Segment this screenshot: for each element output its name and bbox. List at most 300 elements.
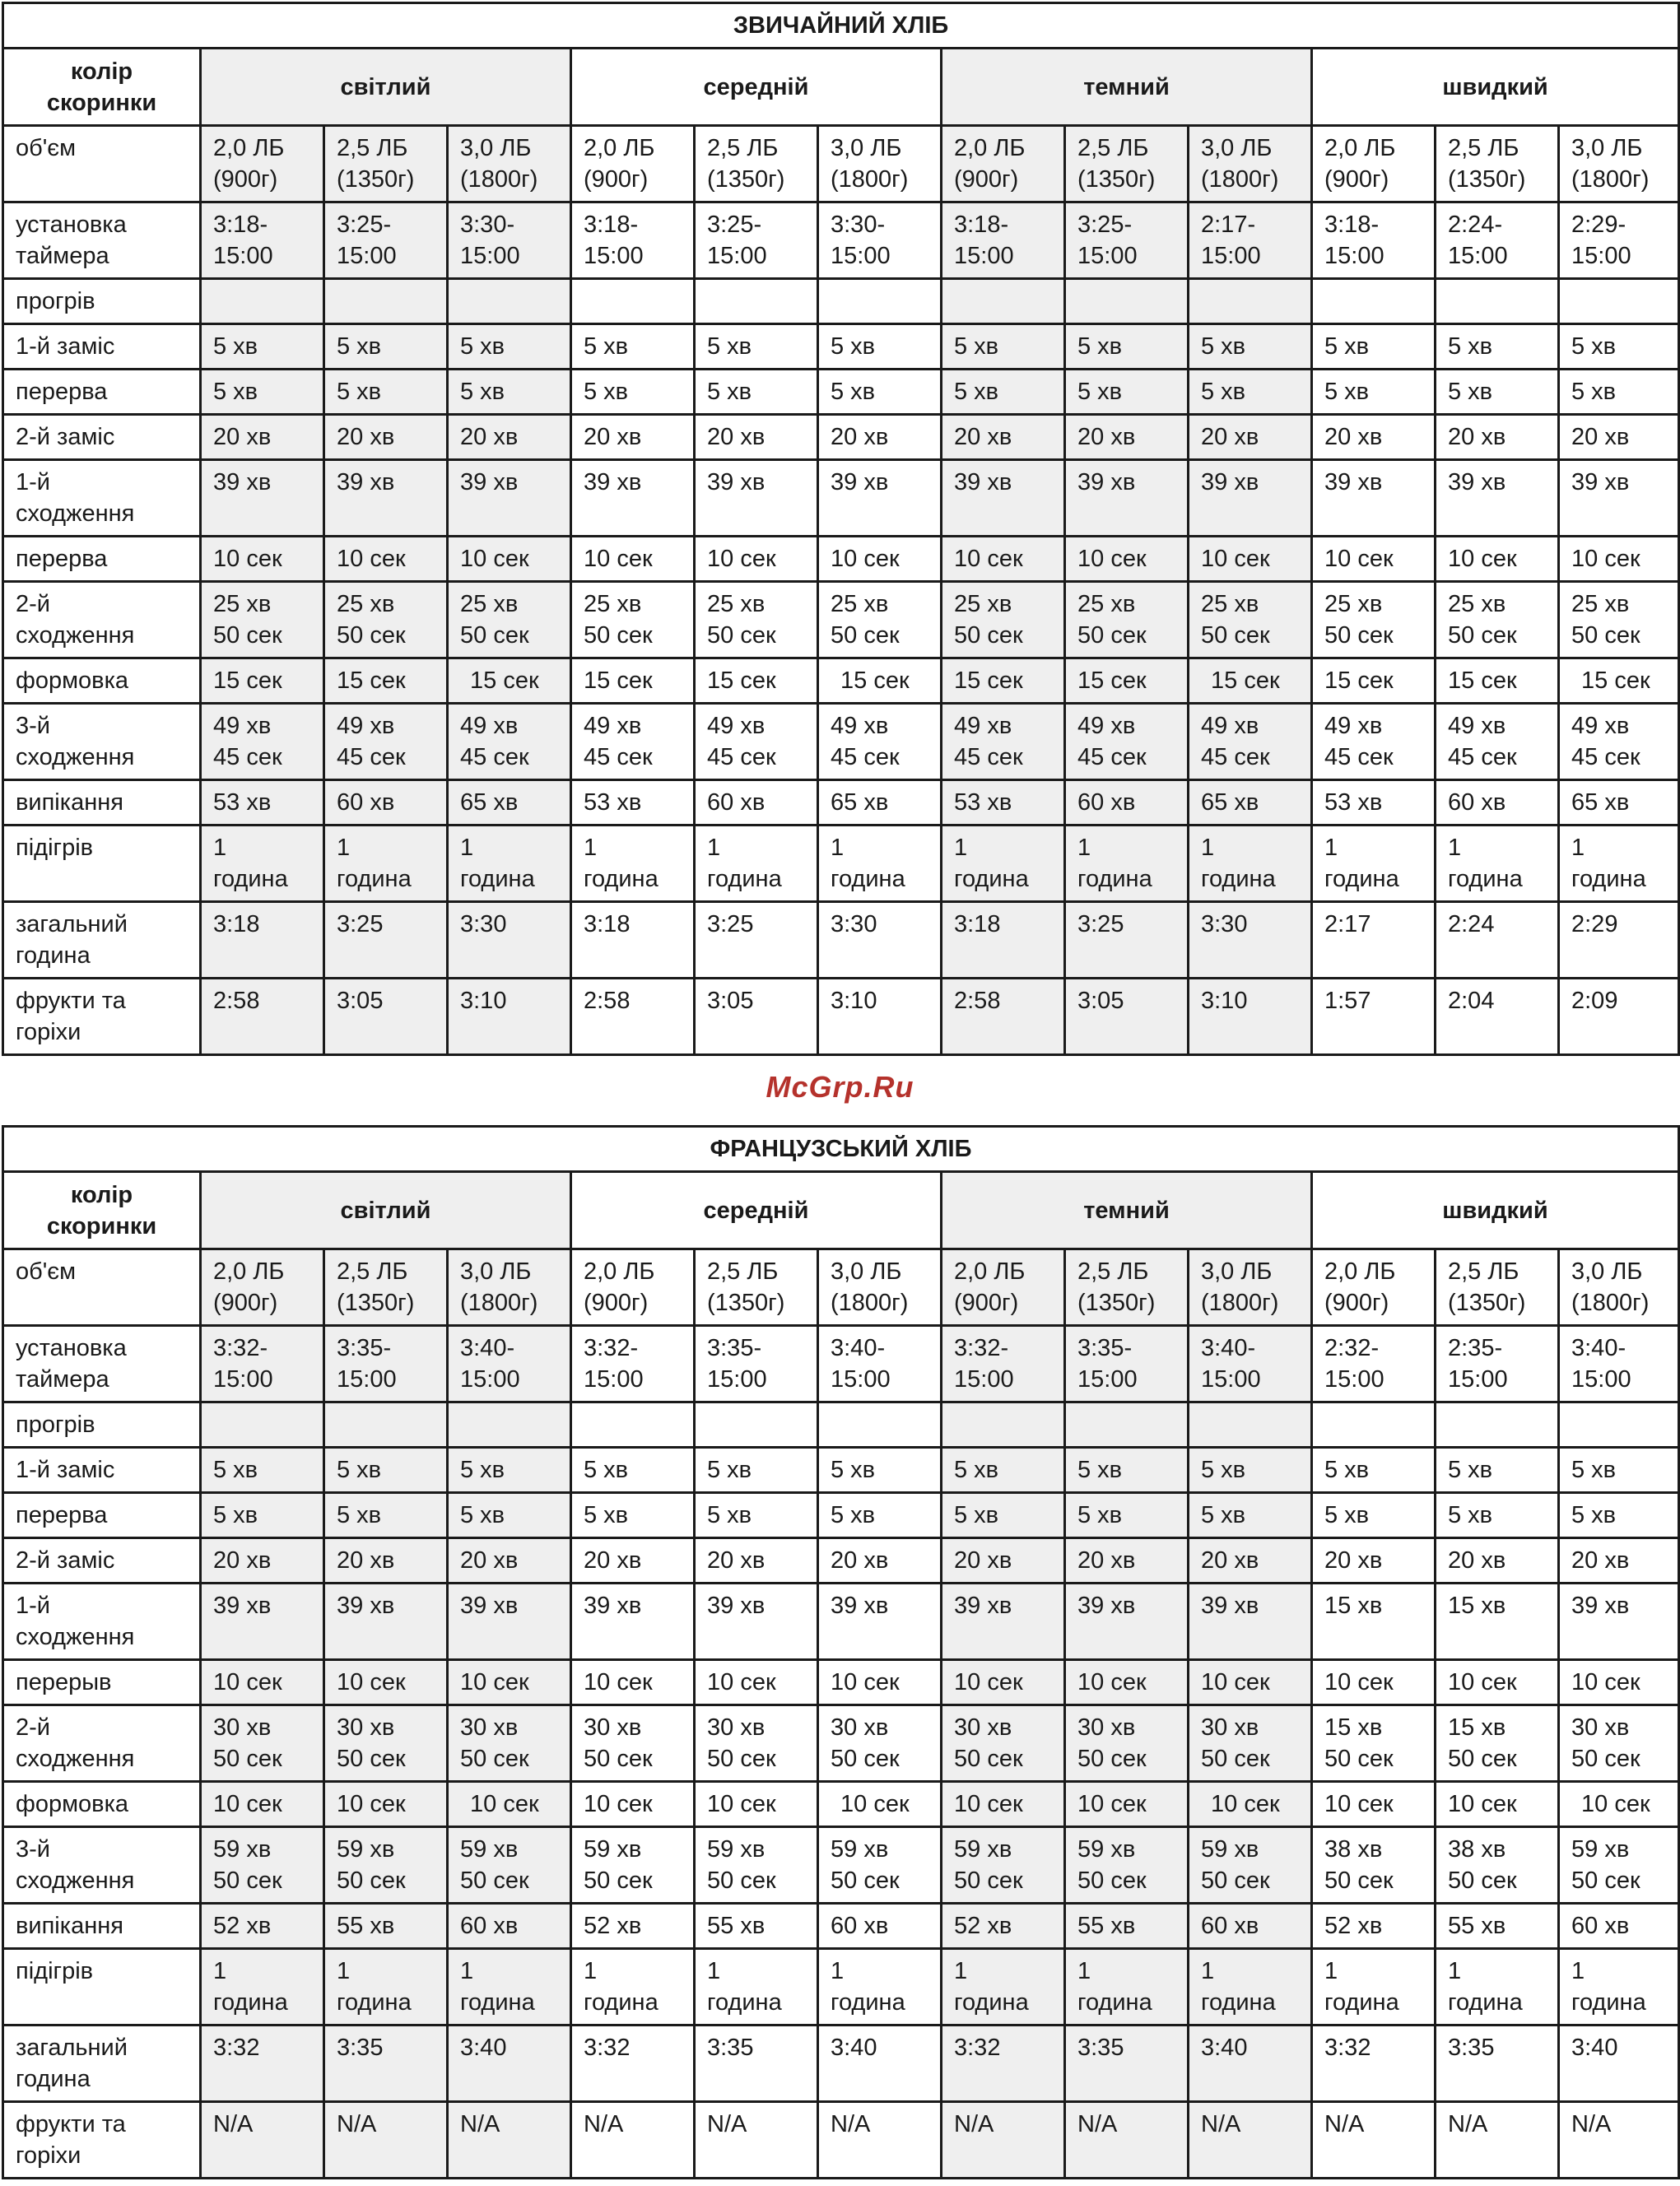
table-cell xyxy=(1189,279,1312,324)
table-cell: 3:18- 15:00 xyxy=(1312,202,1436,279)
table-cell: N/A xyxy=(1312,2102,1436,2179)
table-cell: 3:35- 15:00 xyxy=(695,1326,818,1402)
table-cell: 65 хв xyxy=(1559,780,1679,826)
table-cell: 1 година xyxy=(1436,826,1559,902)
table-cell: 3:32 xyxy=(571,2026,695,2102)
row-label: фрукти та горіхи xyxy=(3,979,201,1055)
table-cell: 10 сек xyxy=(571,1782,695,1827)
table-cell: 10 сек xyxy=(1065,1782,1189,1827)
row-label: об'єм xyxy=(3,126,201,202)
table-cell: 65 хв xyxy=(1189,780,1312,826)
table-cell: 1 година xyxy=(324,826,448,902)
table-cell xyxy=(818,1402,942,1448)
table-row xyxy=(3,370,1679,415)
table-cell: 10 сек xyxy=(1559,1660,1679,1705)
table-cell: N/A xyxy=(448,2102,571,2179)
table-cell: 20 хв xyxy=(201,415,324,460)
row-label: загальний година xyxy=(3,902,201,979)
table-cell: 5 хв xyxy=(1312,1493,1436,1538)
table-cell: 3,0 ЛБ (1800г) xyxy=(818,126,942,202)
row-label: установка таймера xyxy=(3,202,201,279)
table-cell: 52 хв xyxy=(1312,1904,1436,1949)
table-cell: N/A xyxy=(1189,2102,1312,2179)
mode-light: світлий xyxy=(201,49,571,126)
row-label: установка таймера xyxy=(3,1326,201,1402)
table-cell: 52 хв xyxy=(942,1904,1065,1949)
table-cell: 10 сек xyxy=(1065,1660,1189,1705)
table-cell: 2,0 ЛБ (900г) xyxy=(201,1249,324,1326)
table-cell: 3:25- 15:00 xyxy=(1065,202,1189,279)
table-cell: 5 хв xyxy=(942,324,1065,370)
table-cell: 5 хв xyxy=(324,1493,448,1538)
table-cell: 2,5 ЛБ (1350г) xyxy=(324,1249,448,1326)
table-row xyxy=(3,1493,1679,1538)
table-cell: 3:25 xyxy=(324,902,448,979)
table-cell: 3:40- 15:00 xyxy=(1559,1326,1679,1402)
table-cell: 39 хв xyxy=(1436,460,1559,537)
table-cell: 1 година xyxy=(818,1949,942,2026)
table-cell: 2,5 ЛБ (1350г) xyxy=(1436,1249,1559,1326)
table-cell: 5 хв xyxy=(1436,370,1559,415)
table-cell: 20 хв xyxy=(324,1538,448,1584)
table-cell: 1 година xyxy=(1189,826,1312,902)
table-cell: 15 сек xyxy=(1312,658,1436,704)
table-cell: 5 хв xyxy=(1559,324,1679,370)
table-row xyxy=(3,1904,1679,1949)
table-cell: 5 хв xyxy=(1559,370,1679,415)
table-row xyxy=(3,1782,1679,1827)
table-cell: 1:57 xyxy=(1312,979,1436,1055)
row-label: формовка xyxy=(3,658,201,704)
table-cell: 10 сек xyxy=(1189,537,1312,582)
table-cell: 5 хв xyxy=(695,1493,818,1538)
table-cell: 15 хв xyxy=(1312,1584,1436,1660)
table-cell: 20 хв xyxy=(1065,1538,1189,1584)
table-title: ЗВИЧАЙНИЙ ХЛІБ xyxy=(3,3,1679,49)
table-cell xyxy=(324,1402,448,1448)
table-cell: 1 година xyxy=(448,1949,571,2026)
table-cell: N/A xyxy=(571,2102,695,2179)
table-row xyxy=(3,658,1679,704)
table-cell: 3:35- 15:00 xyxy=(1065,1326,1189,1402)
table-cell: 10 сек xyxy=(818,1782,942,1827)
table-cell: 25 хв 50 сек xyxy=(324,582,448,658)
table-cell: 3:18- 15:00 xyxy=(571,202,695,279)
table-row xyxy=(3,1448,1679,1493)
table-cell: 49 хв 45 сек xyxy=(695,704,818,780)
table-cell: 10 сек xyxy=(1312,1782,1436,1827)
table-cell xyxy=(1559,1402,1679,1448)
table-cell: 2,0 ЛБ (900г) xyxy=(571,126,695,202)
table-cell: 39 хв xyxy=(1189,1584,1312,1660)
table-cell: 49 хв 45 сек xyxy=(1189,704,1312,780)
table-cell: 2,5 ЛБ (1350г) xyxy=(695,1249,818,1326)
table-cell: 10 сек xyxy=(324,1660,448,1705)
crust-color-label xyxy=(3,49,201,126)
table-cell: 3:30 xyxy=(448,902,571,979)
row-label: випікання xyxy=(3,1904,201,1949)
table-cell: 3:40 xyxy=(1189,2026,1312,2102)
table-cell: 39 хв xyxy=(942,1584,1065,1660)
table-cell: 20 хв xyxy=(571,415,695,460)
table-row xyxy=(3,460,1679,537)
row-label: випікання xyxy=(3,780,201,826)
table-cell: N/A xyxy=(1559,2102,1679,2179)
table-cell: 39 хв xyxy=(695,460,818,537)
table-cell: 1 година xyxy=(818,826,942,902)
table-cell: 1 година xyxy=(201,826,324,902)
table-cell: 5 хв xyxy=(942,1448,1065,1493)
table-cell: N/A xyxy=(201,2102,324,2179)
table-cell: 25 хв 50 сек xyxy=(1436,582,1559,658)
table-cell: 5 хв xyxy=(201,1493,324,1538)
table-cell: 3:40 xyxy=(448,2026,571,2102)
table-cell: 55 хв xyxy=(1065,1904,1189,1949)
table-cell: 3:10 xyxy=(448,979,571,1055)
table-cell: 2:35- 15:00 xyxy=(1436,1326,1559,1402)
table-cell: 39 хв xyxy=(1065,460,1189,537)
table-cell: 2:29 xyxy=(1559,902,1679,979)
table-cell: 3:25 xyxy=(1065,902,1189,979)
table-cell: 5 хв xyxy=(1436,324,1559,370)
table-row xyxy=(3,1402,1679,1448)
table-cell: 20 хв xyxy=(448,1538,571,1584)
table-cell: 30 хв 50 сек xyxy=(818,1705,942,1782)
row-label: 2-й сходження xyxy=(3,582,201,658)
table-cell: 10 сек xyxy=(695,1660,818,1705)
watermark: McGrp.Ru xyxy=(766,1070,914,1104)
table-cell: 15 сек xyxy=(324,658,448,704)
table-cell: 2:32- 15:00 xyxy=(1312,1326,1436,1402)
table-cell: 49 хв 45 сек xyxy=(324,704,448,780)
table-cell: 10 сек xyxy=(818,537,942,582)
table-cell: 5 хв xyxy=(324,324,448,370)
table-row xyxy=(3,2102,1679,2179)
table-cell: 2,0 ЛБ (900г) xyxy=(571,1249,695,1326)
table-cell: 65 хв xyxy=(818,780,942,826)
table-row xyxy=(3,1949,1679,2026)
table-cell: 2:29- 15:00 xyxy=(1559,202,1679,279)
table-cell: 15 сек xyxy=(695,658,818,704)
table-cell: 2,5 ЛБ (1350г) xyxy=(1065,1249,1189,1326)
table-cell xyxy=(942,1402,1065,1448)
table-cell: 20 хв xyxy=(1559,415,1679,460)
table-cell: 3:18 xyxy=(201,902,324,979)
row-label: об'єм xyxy=(3,1249,201,1326)
table-cell: 5 хв xyxy=(942,370,1065,415)
table-cell: 30 хв 50 сек xyxy=(201,1705,324,1782)
table-title: ФРАНЦУЗСЬКИЙ ХЛІБ xyxy=(3,1127,1679,1172)
table-cell: 2,0 ЛБ (900г) xyxy=(201,126,324,202)
table-cell: 3:35 xyxy=(324,2026,448,2102)
table-cell: 53 хв xyxy=(942,780,1065,826)
table-cell: 65 хв xyxy=(448,780,571,826)
table-cell: 20 хв xyxy=(1559,1538,1679,1584)
table-cell: 5 хв xyxy=(448,324,571,370)
table-cell xyxy=(324,279,448,324)
table-cell: 3:40- 15:00 xyxy=(448,1326,571,1402)
table-cell: 10 сек xyxy=(201,1782,324,1827)
table-cell: 3:10 xyxy=(1189,979,1312,1055)
table-cell: 39 хв xyxy=(324,460,448,537)
table-cell: 49 хв 45 сек xyxy=(1559,704,1679,780)
table-cell: 10 сек xyxy=(1559,1782,1679,1827)
table-cell: 5 хв xyxy=(571,370,695,415)
table-cell: 20 хв xyxy=(571,1538,695,1584)
table-cell: 3,0 ЛБ (1800г) xyxy=(1559,126,1679,202)
table-cell: 5 хв xyxy=(1065,324,1189,370)
row-label: формовка xyxy=(3,1782,201,1827)
table-cell: 20 хв xyxy=(1065,415,1189,460)
table-cell: 30 хв 50 сек xyxy=(1559,1705,1679,1782)
table-cell: 10 сек xyxy=(1189,1660,1312,1705)
table-cell: 52 хв xyxy=(201,1904,324,1949)
table-cell xyxy=(1312,1402,1436,1448)
table-cell xyxy=(201,279,324,324)
table-cell: 3:05 xyxy=(324,979,448,1055)
table-cell: 3:35 xyxy=(1065,2026,1189,2102)
table-cell: 2,0 ЛБ (900г) xyxy=(942,1249,1065,1326)
table-cell: 60 хв xyxy=(1065,780,1189,826)
table-cell: 59 хв 50 сек xyxy=(324,1827,448,1904)
table-cell: 5 хв xyxy=(695,370,818,415)
table-cell: 5 хв xyxy=(1189,370,1312,415)
table-cell: 1 година xyxy=(571,1949,695,2026)
table-cell: 5 хв xyxy=(1189,1448,1312,1493)
table-cell: 10 сек xyxy=(1436,1782,1559,1827)
table-cell: 15 сек xyxy=(818,658,942,704)
table-cell: 3,0 ЛБ (1800г) xyxy=(448,126,571,202)
table-cell: 3:05 xyxy=(1065,979,1189,1055)
table-cell: 5 хв xyxy=(695,1448,818,1493)
table-row xyxy=(3,1249,1679,1326)
table-cell: 59 хв 50 сек xyxy=(1559,1827,1679,1904)
table-row xyxy=(3,2026,1679,2102)
table-cell xyxy=(1065,279,1189,324)
table-cell: 15 хв xyxy=(1436,1584,1559,1660)
table-cell: 2,0 ЛБ (900г) xyxy=(942,126,1065,202)
table-cell: 3:30 xyxy=(1189,902,1312,979)
table-cell: 3,0 ЛБ (1800г) xyxy=(448,1249,571,1326)
table-cell xyxy=(571,279,695,324)
table-cell: 49 хв 45 сек xyxy=(201,704,324,780)
table-cell xyxy=(201,1402,324,1448)
table-cell: 10 сек xyxy=(324,537,448,582)
table-cell: 39 хв xyxy=(695,1584,818,1660)
table-cell: 3:35 xyxy=(1436,2026,1559,2102)
table-cell: 49 хв 45 сек xyxy=(1436,704,1559,780)
table-cell: 2,5 ЛБ (1350г) xyxy=(1065,126,1189,202)
table-cell: 5 хв xyxy=(1559,1448,1679,1493)
table-cell xyxy=(1436,279,1559,324)
table-cell xyxy=(1312,279,1436,324)
table-cell: 3:40 xyxy=(818,2026,942,2102)
table-cell: 25 хв 50 сек xyxy=(201,582,324,658)
table-row xyxy=(3,1827,1679,1904)
table-cell: 10 сек xyxy=(1189,1782,1312,1827)
table-cell: N/A xyxy=(818,2102,942,2179)
table-row xyxy=(3,826,1679,902)
table-cell: 5 хв xyxy=(818,1448,942,1493)
mode-medium: середній xyxy=(571,49,942,126)
table-cell: 2:17 xyxy=(1312,902,1436,979)
table-cell: 39 хв xyxy=(571,460,695,537)
table-cell: 1 година xyxy=(1436,1949,1559,2026)
table-cell: 3:18 xyxy=(942,902,1065,979)
table-cell: 1 година xyxy=(942,1949,1065,2026)
table-cell: 60 хв xyxy=(695,780,818,826)
crust-color-label xyxy=(3,1172,201,1249)
table-cell: 5 хв xyxy=(818,370,942,415)
table-cell: 39 хв xyxy=(571,1584,695,1660)
table-cell: 15 хв 50 сек xyxy=(1436,1705,1559,1782)
table-row xyxy=(3,780,1679,826)
table-cell: 3:40- 15:00 xyxy=(1189,1326,1312,1402)
table-cell: 53 хв xyxy=(571,780,695,826)
table-cell: 10 сек xyxy=(942,1660,1065,1705)
table-cell: 3:32- 15:00 xyxy=(571,1326,695,1402)
mode-dark: темний xyxy=(942,49,1312,126)
table-cell: 55 хв xyxy=(695,1904,818,1949)
table-cell: 3,0 ЛБ (1800г) xyxy=(1189,1249,1312,1326)
table-cell: 3:35 xyxy=(695,2026,818,2102)
table-cell: 2,5 ЛБ (1350г) xyxy=(1436,126,1559,202)
table-cell: 39 хв xyxy=(818,1584,942,1660)
table-cell: 39 хв xyxy=(201,460,324,537)
table-cell: 3,0 ЛБ (1800г) xyxy=(1559,1249,1679,1326)
table-cell xyxy=(1065,1402,1189,1448)
table-cell: 30 хв 50 сек xyxy=(324,1705,448,1782)
table-cell: 15 сек xyxy=(942,658,1065,704)
table-cell: 20 хв xyxy=(942,415,1065,460)
table-cell: 25 хв 50 сек xyxy=(1559,582,1679,658)
table-cell: 30 хв 50 сек xyxy=(942,1705,1065,1782)
table-cell: 2,0 ЛБ (900г) xyxy=(1312,126,1436,202)
table-cell: 3:32 xyxy=(201,2026,324,2102)
table-cell: 39 хв xyxy=(818,460,942,537)
table-cell: 5 хв xyxy=(1065,370,1189,415)
mode-dark: темний xyxy=(942,1172,1312,1249)
table-cell: 5 хв xyxy=(1559,1493,1679,1538)
table-cell: 5 хв xyxy=(448,1448,571,1493)
table-cell: 25 хв 50 сек xyxy=(942,582,1065,658)
table-cell: 1 година xyxy=(1559,1949,1679,2026)
table-cell: 38 хв 50 сек xyxy=(1436,1827,1559,1904)
table-cell: 53 хв xyxy=(1312,780,1436,826)
table-cell: 39 хв xyxy=(324,1584,448,1660)
row-label: перерва xyxy=(3,1493,201,1538)
table-cell: 25 хв 50 сек xyxy=(1312,582,1436,658)
table-cell: 30 хв 50 сек xyxy=(1065,1705,1189,1782)
table-cell: 10 сек xyxy=(695,537,818,582)
table-cell: 20 хв xyxy=(695,1538,818,1584)
table-row xyxy=(3,126,1679,202)
table-cell: 2:58 xyxy=(571,979,695,1055)
table-cell: 2:24 xyxy=(1436,902,1559,979)
table-cell: 49 хв 45 сек xyxy=(571,704,695,780)
table-cell: 20 хв xyxy=(201,1538,324,1584)
table-cell: 59 хв 50 сек xyxy=(942,1827,1065,1904)
table-cell: 60 хв xyxy=(1559,1904,1679,1949)
table-cell: 1 година xyxy=(1312,1949,1436,2026)
table-cell: 60 хв xyxy=(1189,1904,1312,1949)
crust-color-label-text: колір скоринки xyxy=(46,58,157,116)
table-cell: 5 хв xyxy=(571,324,695,370)
table-cell: 2:04 xyxy=(1436,979,1559,1055)
table-cell: 15 сек xyxy=(1189,658,1312,704)
table-cell: 5 хв xyxy=(1436,1493,1559,1538)
table-cell: 3:30- 15:00 xyxy=(818,202,942,279)
row-label: підігрів xyxy=(3,826,201,902)
table-cell: 30 хв 50 сек xyxy=(695,1705,818,1782)
table-cell xyxy=(695,279,818,324)
table-cell: 5 хв xyxy=(1312,324,1436,370)
table-cell: 5 хв xyxy=(1189,1493,1312,1538)
table-cell: 2,5 ЛБ (1350г) xyxy=(324,126,448,202)
table-cell: 5 хв xyxy=(448,370,571,415)
table-cell: 5 хв xyxy=(571,1493,695,1538)
table-cell: 5 хв xyxy=(324,370,448,415)
table-cell: 3:32 xyxy=(942,2026,1065,2102)
table-cell: 52 хв xyxy=(571,1904,695,1949)
table-row xyxy=(3,582,1679,658)
table-cell: 5 хв xyxy=(324,1448,448,1493)
table-cell: N/A xyxy=(324,2102,448,2179)
mode-rapid: швидкий xyxy=(1312,1172,1679,1249)
table-cell: 10 сек xyxy=(1559,537,1679,582)
table-cell: 10 сек xyxy=(1065,537,1189,582)
table-cell: 59 хв 50 сек xyxy=(448,1827,571,1904)
table-cell: 60 хв xyxy=(324,780,448,826)
table-cell: 49 хв 45 сек xyxy=(448,704,571,780)
table-cell: 5 хв xyxy=(201,370,324,415)
table-cell: 3:25- 15:00 xyxy=(695,202,818,279)
table-cell: 53 хв xyxy=(201,780,324,826)
table-cell: 20 хв xyxy=(324,415,448,460)
table-cell: 5 хв xyxy=(1065,1448,1189,1493)
table-cell: 30 хв 50 сек xyxy=(571,1705,695,1782)
table-cell: 20 хв xyxy=(1436,415,1559,460)
table-cell: 59 хв 50 сек xyxy=(1065,1827,1189,1904)
table-cell: 5 хв xyxy=(201,1448,324,1493)
table-cell: 39 хв xyxy=(1559,1584,1679,1660)
table-cell xyxy=(1189,1402,1312,1448)
table-cell: 3:35- 15:00 xyxy=(324,1326,448,1402)
program-table-french xyxy=(2,1125,1680,2179)
table-row xyxy=(3,537,1679,582)
table-cell: 25 хв 50 сек xyxy=(448,582,571,658)
row-label: 3-й сходження xyxy=(3,704,201,780)
mode-rapid: швидкий xyxy=(1312,49,1679,126)
table-cell: 15 хв 50 сек xyxy=(1312,1705,1436,1782)
table-row xyxy=(3,902,1679,979)
row-label: 2-й заміс xyxy=(3,415,201,460)
table-cell xyxy=(695,1402,818,1448)
table-cell: 10 сек xyxy=(448,1660,571,1705)
table-cell: 39 хв xyxy=(1559,460,1679,537)
table-cell xyxy=(1436,1402,1559,1448)
table-cell: 3,0 ЛБ (1800г) xyxy=(1189,126,1312,202)
table-cell: 20 хв xyxy=(1312,1538,1436,1584)
table-cell: 3,0 ЛБ (1800г) xyxy=(818,1249,942,1326)
table-cell: 3:25 xyxy=(695,902,818,979)
row-label: 2-й заміс xyxy=(3,1538,201,1584)
row-label: прогрів xyxy=(3,1402,201,1448)
table-cell: 1 година xyxy=(1189,1949,1312,2026)
table-cell: 39 хв xyxy=(1189,460,1312,537)
table-row xyxy=(3,1538,1679,1584)
table-row xyxy=(3,324,1679,370)
